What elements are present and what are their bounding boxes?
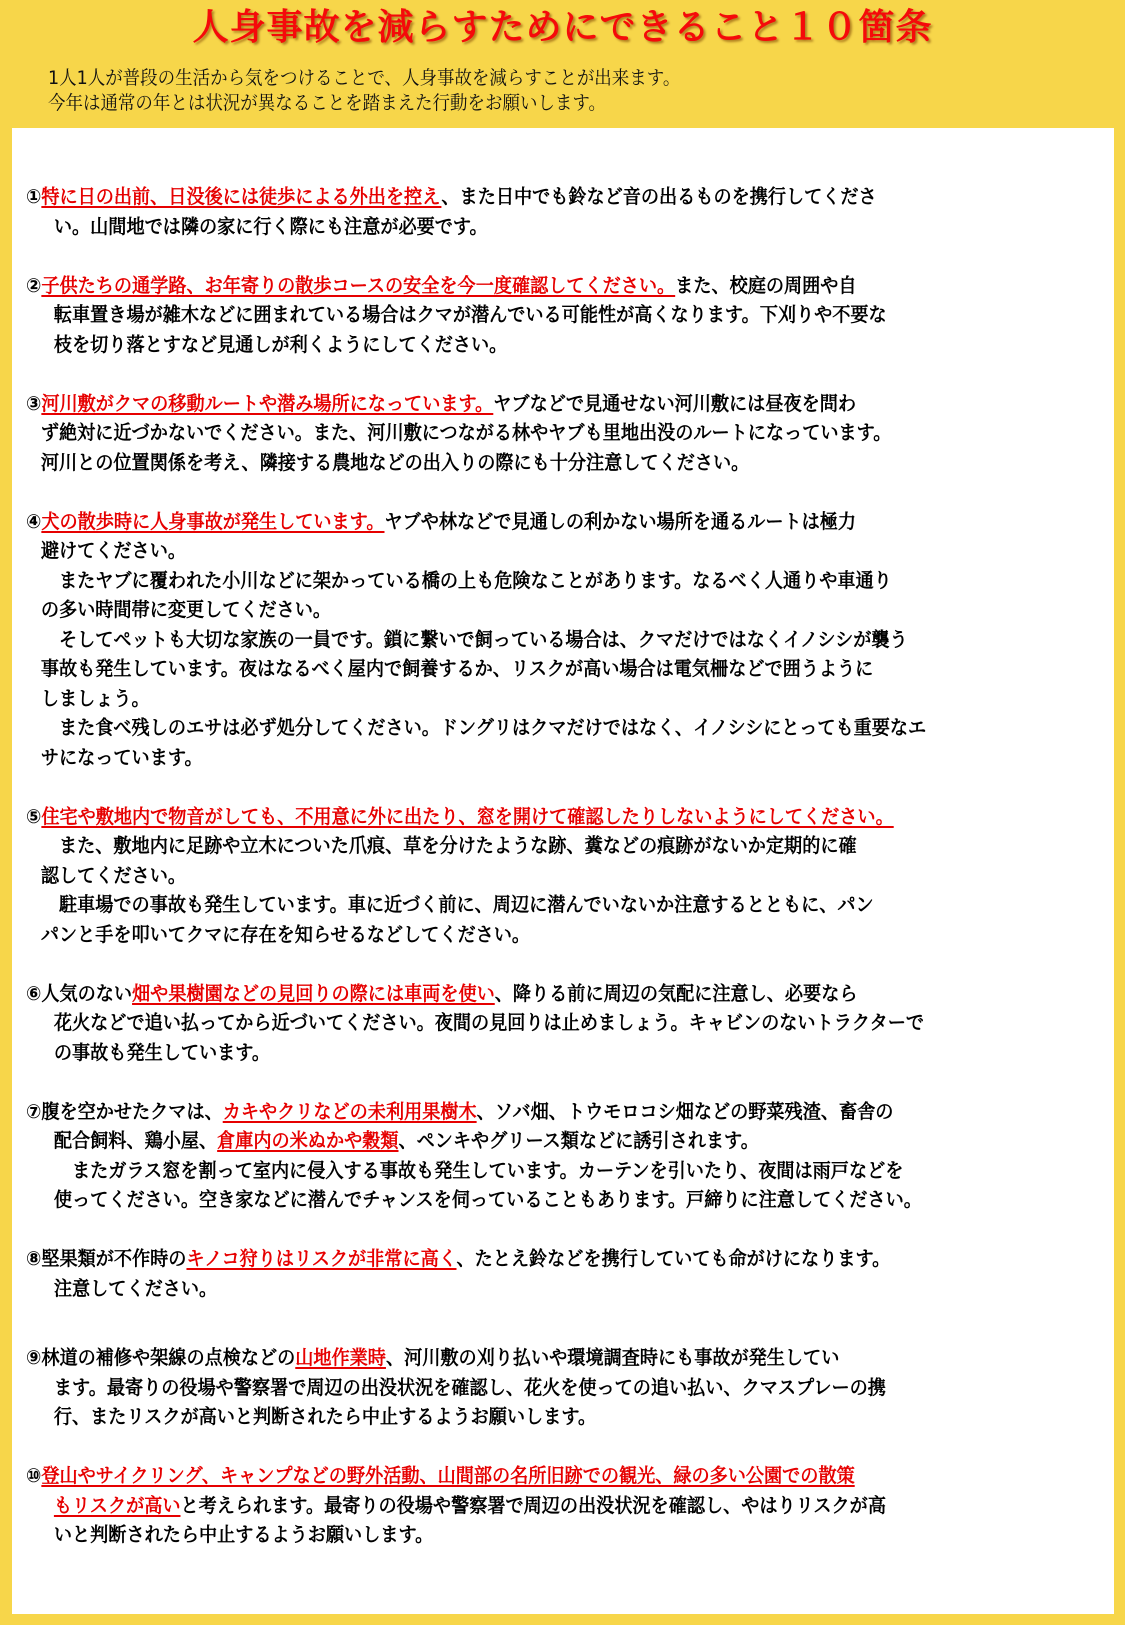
intro-line: 今年は通常の年とは状況が異なることを踏まえた行動をお願いします。 xyxy=(48,92,606,114)
rule-line xyxy=(26,1185,1030,1215)
emphasis-text: 河川敷がクマの移動ルートや潜み場所になっています。 xyxy=(41,391,494,415)
rule-number: ⑨ xyxy=(26,1346,42,1369)
header xyxy=(0,0,1125,128)
rule-line xyxy=(26,743,1030,773)
emphasis-text: 畑や果樹園などの見回りの際には車両を使い xyxy=(132,981,495,1005)
body-text: 枝を切り落とすなど見通しが利くようにしてください。 xyxy=(53,332,508,356)
emphasis-text: 登山やサイクリング、キャンプなどの野外活動、山間部の名所旧跡での観光、緑の多い公園での散策 xyxy=(41,1464,855,1487)
rule-line xyxy=(26,861,1030,891)
rule-item-2 xyxy=(26,271,1106,360)
body-text: 避けてください。 xyxy=(40,539,186,562)
rule-line xyxy=(26,182,1030,212)
rule-line xyxy=(26,1008,1030,1038)
rule-number: ⑦ xyxy=(26,1099,42,1123)
body-text: 人気のない xyxy=(41,981,133,1005)
emphasis-text: キノコ狩りはリスクが非常に高く xyxy=(186,1247,457,1270)
rule-line xyxy=(26,654,1030,684)
body-text: 河川との位置関係を考え、隣接する農地などの出入りの際にも十分注意してください。 xyxy=(40,450,750,474)
body-text: そしてペットも大切な家族の一員です。鎖に繋いで飼っている場合は、クマだけではなくイノシシが襲う xyxy=(40,627,908,651)
body-text: ます。最寄りの役場や警察署で周辺の出没状況を確認し、花火を使っての追い払い、クマスプレーの携 xyxy=(53,1375,886,1399)
body-text: またガラス窓を割って室内に侵入する事故も発生しています。カーテンを引いたり、夜間は雨戸などを xyxy=(53,1158,904,1182)
emphasis-text: 山地作業時 xyxy=(295,1346,386,1369)
body-text: 駐車場での事故も発生しています。車に近づく前に、周辺に潜んでいないか注意するとともに、パン xyxy=(40,893,874,916)
body-text: 事故も発生しています。夜はなるべく屋内で飼養するか、リスクが高い場合は電気柵などで囲うように xyxy=(40,657,874,680)
intro-line: 1人1人が普段の生活から気をつけることで、人身事故を減らすことが出来ます。 xyxy=(48,67,681,89)
rule-line xyxy=(26,271,1030,301)
rule-item-9 xyxy=(26,1343,1106,1432)
emphasis-text: カキやクリなどの未利用果樹木 xyxy=(222,1099,477,1123)
body-text: と考えられます。最寄りの役場や警察署で周辺の出没状況を確認し、やはりリスクが高 xyxy=(180,1493,886,1517)
body-text: 使ってください。空き家などに潜んでチャンスを伺っていることもあります。戸締りに注意してください。 xyxy=(53,1188,922,1211)
rule-line xyxy=(26,1491,1030,1521)
rule-line xyxy=(26,890,1030,920)
rule-line xyxy=(26,212,1030,242)
emphasis-text: 住宅や敷地内で物音がしても、不用意に外に出たり、窓を開けて確認したりしないようにしてください。 xyxy=(41,804,894,828)
rule-line xyxy=(26,625,1030,655)
body-text: の多い時間帯に変更してください。 xyxy=(40,598,332,621)
body-text: 、河川敷の刈り払いや環境調査時にも事故が発生してい xyxy=(385,1346,840,1369)
rule-line xyxy=(26,1343,1030,1373)
body-text: 、また日中でも鈴など音の出るものを携行してくださ xyxy=(441,185,877,208)
body-text: 転車置き場が雑木などに囲まれている場合はクマが潜んでいる可能性が高くなります。下刈りや不要な xyxy=(53,303,887,326)
body-text: またヤブに覆われた小川などに架かっている橋の上も危険なことがあります。なるべく人通りや車通り xyxy=(40,568,892,592)
body-text: 、たとえ鈴などを携行していても命がけになります。 xyxy=(456,1247,891,1270)
rule-number: ⑩ xyxy=(26,1464,42,1487)
rule-line xyxy=(26,448,1030,478)
rules-list xyxy=(26,182,1106,1579)
body-text: ず絶対に近づかないでください。また、河川敷につながる林やヤブも里地出没のルートになっています。 xyxy=(40,421,892,444)
page-title: 人身事故を減らすためにできること１０箇条 xyxy=(192,7,933,48)
rule-line xyxy=(26,1461,1030,1491)
rule-number: ③ xyxy=(26,391,42,415)
rule-line xyxy=(26,1126,1030,1156)
rule-item-7 xyxy=(26,1097,1106,1215)
body-text: ヤブなどで見通せない河川敷には昼夜を問わ xyxy=(493,391,857,415)
body-text: 配合飼料、鶏小屋、 xyxy=(53,1129,218,1152)
rule-line xyxy=(26,300,1030,330)
body-text: また、校庭の周囲や自 xyxy=(675,273,857,297)
rule-line xyxy=(26,507,1030,537)
rule-number: ① xyxy=(26,185,42,208)
body-text: しましょう。 xyxy=(40,686,150,710)
rule-line xyxy=(26,536,1030,566)
rule-line xyxy=(26,418,1030,448)
rule-line xyxy=(26,1097,1030,1127)
emphasis-text: 犬の散歩時に人身事故が発生しています。 xyxy=(41,509,385,533)
rule-line xyxy=(26,1156,1030,1186)
body-text: 、降りる前に周辺の気配に注意し、必要なら xyxy=(494,981,858,1005)
rule-line xyxy=(26,1274,1030,1304)
emphasis-text: もリスクが高い xyxy=(53,1493,181,1517)
body-text: 認してください。 xyxy=(40,863,186,887)
rule-line xyxy=(26,389,1030,419)
body-text: ヤブや林などで見通しの利かない場所を通るルートは極力 xyxy=(384,509,857,533)
rule-line xyxy=(26,713,1030,743)
rule-number: ⑤ xyxy=(26,804,42,828)
emphasis-text: 子供たちの通学路、お年寄りの散歩コースの安全を今一度確認してください。 xyxy=(41,273,676,297)
rule-number: ④ xyxy=(26,509,42,533)
body-text: 、ペンキやグリース類などに誘引されます。 xyxy=(398,1129,759,1152)
body-text: また食べ残しのエサは必ず処分してください。ドングリはクマだけではなく、イノシシにとっても重要なエ xyxy=(40,716,927,739)
rule-line xyxy=(26,802,1030,832)
rule-line xyxy=(26,920,1030,950)
body-text: い。山間地では隣の家に行く際にも注意が必要です。 xyxy=(53,214,488,238)
body-text: 行、またリスクが高いと判断されたら中止するようお願いします。 xyxy=(53,1405,597,1428)
rule-line xyxy=(26,566,1030,596)
rule-line xyxy=(26,1373,1030,1403)
rule-item-3 xyxy=(26,389,1106,478)
rule-number: ⑥ xyxy=(26,981,42,1005)
body-text: パンと手を叩いてクマに存在を知らせるなどしてください。 xyxy=(40,922,530,946)
body-text: 注意してください。 xyxy=(53,1276,218,1300)
rule-line xyxy=(26,1038,1030,1068)
content-panel xyxy=(12,128,1114,1614)
rule-line xyxy=(26,831,1030,861)
rule-line xyxy=(26,330,1030,360)
body-text: 林道の補修や架線の点検などの xyxy=(41,1346,296,1369)
rule-item-4 xyxy=(26,507,1106,773)
body-text: 、ソバ畑、トウモロコシ畑などの野菜残渣、畜舎の xyxy=(476,1099,894,1123)
body-text: の事故も発生しています。 xyxy=(53,1040,271,1064)
rule-line xyxy=(26,1402,1030,1432)
body-text: 腹を空かせたクマは、 xyxy=(41,1099,223,1123)
rule-line xyxy=(26,1244,1030,1274)
rule-item-1 xyxy=(26,182,1106,241)
emphasis-text: 倉庫内の米ぬかや穀類 xyxy=(217,1129,399,1152)
rule-item-8 xyxy=(26,1244,1106,1303)
rule-line xyxy=(26,1520,1030,1550)
emphasis-text: 特に日の出前、日没後には徒歩による外出を控え xyxy=(41,185,442,208)
rule-item-10 xyxy=(26,1461,1106,1550)
body-text: また、敷地内に足跡や立木についた爪痕、草を分けたような跡、糞などの痕跡がないか定期的に確 xyxy=(40,834,857,857)
body-text: いと判断されたら中止するようお願いします。 xyxy=(53,1523,434,1546)
body-text: サになっています。 xyxy=(40,745,203,769)
rule-item-6 xyxy=(26,979,1106,1068)
body-text: 堅果類が不作時の xyxy=(41,1247,187,1270)
rule-line xyxy=(26,595,1030,625)
rule-line xyxy=(26,684,1030,714)
body-text: 花火などで追い払ってから近づいてください。夜間の見回りは止めましょう。キャビンのないトラクターで xyxy=(53,1011,925,1034)
intro-text xyxy=(48,66,680,116)
rule-item-5 xyxy=(26,802,1106,950)
rule-number: ⑧ xyxy=(26,1247,42,1270)
rule-number: ② xyxy=(26,273,42,297)
rule-line xyxy=(26,979,1030,1009)
